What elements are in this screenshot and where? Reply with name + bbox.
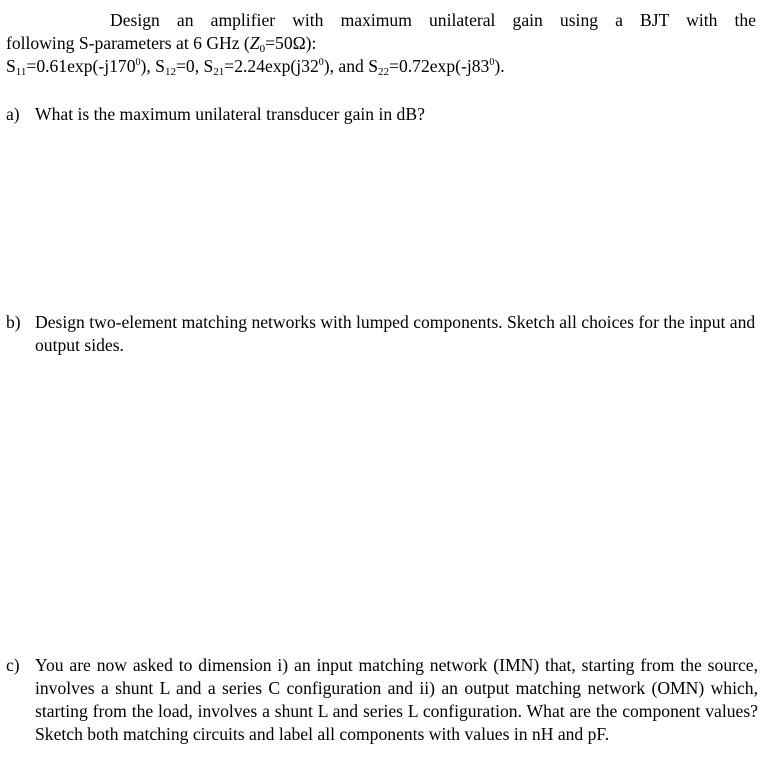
s21-degree: 0 (318, 57, 324, 68)
s12-subscript: 12 (164, 66, 176, 78)
question-c (6, 654, 758, 746)
question-b (6, 311, 758, 357)
s22-subscript: 22 (378, 66, 390, 78)
impedance-value: =50Ω): (265, 33, 317, 53)
question-marker: a) (6, 104, 20, 124)
s11-degree: 0 (135, 57, 141, 68)
s11-subscript: 11 (15, 66, 27, 78)
question-text: You are now asked to dimension i) an input matching network (IMN) that, starting from the source, involves a shunt L and a series C configuration and ii) an output matching network (OMN) which, starting from the load, involves a shunt L and series L configuration. What are the component values? Sketch both matching circuits and label all components with values in nH and pF. (35, 655, 758, 744)
s22-value: =0.72exp(-j83 (389, 56, 490, 76)
question-a (6, 103, 758, 126)
impedance-subscript: 0 (259, 43, 266, 55)
s22-label: S (368, 56, 379, 76)
question-text: Design two-element matching networks with lumped components. Sketch all choices for the input and output sides. (35, 312, 756, 355)
question-text: What is the maximum unilateral transducer gain in dB? (35, 104, 425, 124)
s-parameters-line (6, 55, 756, 78)
s22-degree: 0 (489, 57, 495, 68)
s21-label: S (203, 56, 214, 76)
s12-value: =0, (175, 56, 204, 76)
s11-label: S (6, 56, 16, 76)
s21-subscript: 21 (213, 66, 225, 78)
question-marker: b) (6, 312, 21, 332)
s21-tail: ), and (323, 56, 369, 76)
problem-conditions-line (6, 32, 756, 55)
s22-tail: ). (494, 56, 505, 76)
s21-value: =2.24exp(j32 (224, 56, 319, 76)
conditions-prefix: following S-parameters at 6 GHz ( (6, 33, 250, 53)
problem-statement (6, 9, 756, 78)
problem-intro-line: Design an amplifier with maximum unilateral gain using a BJT with the (110, 10, 756, 30)
s11-tail: ), (140, 56, 156, 76)
impedance-symbol: Z (249, 33, 260, 53)
question-marker: c) (6, 655, 20, 675)
s12-label: S (155, 56, 165, 76)
s11-value: =0.61exp(-j170 (26, 56, 136, 76)
